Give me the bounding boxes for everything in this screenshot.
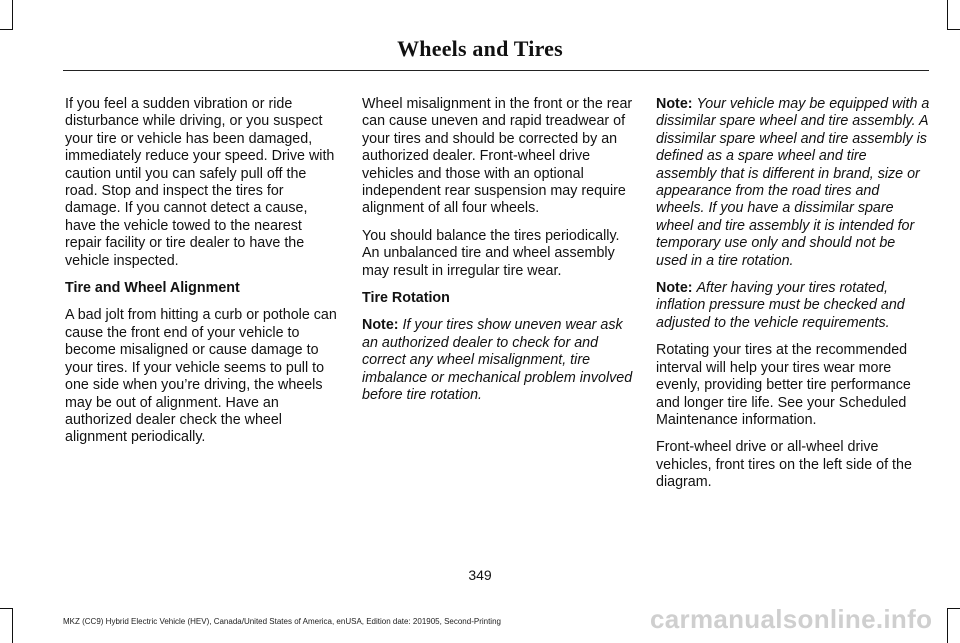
section-heading-alignment: Tire and Wheel Alignment [65,280,240,297]
crop-mark-top-right-v [947,0,948,30]
note-label: Note: [362,317,399,334]
paragraph: You should balance the tires periodically. An unbalanced tire and wheel assembly may result in irregular tire wear. [362,227,620,279]
paragraph: If you feel a sudden vibration or ride disturbance while driving, or you suspect your tire or vehicle has been damaged, immediately reduce your speed. Drive with caution until you can safely pull off the road. Stop and inspect the tires for damage. If you cannot detect a cause, have the vehicle towed to the nearest repair facility or tire dealer to have the vehicle inspected. [65,96,335,269]
crop-mark-bottom-right-v [947,608,948,643]
paragraph: Wheel misalignment in the front or the rear can cause uneven and rapid treadwear of your tires and should be corrected by an authorized dealer. Front-wheel drive vehicles and those with an optional independent rear suspension may require alignment of all four wheels. [362,96,633,217]
page-number: 349 [468,567,492,583]
crop-mark-bottom-left-v [12,608,13,643]
note-text: If your tires show uneven wear ask an authorized dealer to check for and correct any wheel misalignment, tire imbalance or mechanical problem involved before tire rotation. [362,317,633,404]
column-right [656,96,930,502]
column-middle [362,96,638,415]
crop-mark-top-right-h [947,29,960,30]
note [656,280,930,332]
note [362,317,638,404]
note-label: Note: [656,280,693,297]
crop-mark-bottom-right-h [947,608,960,609]
paragraph: A bad jolt from hitting a curb or pothole can cause the front end of your vehicle to become misaligned or cause damage to your tires. If your vehicle seems to pull to one side when you’re driving, the wheels may be out of alignment. Have an authorized dealer check the wheel alignment periodically. [65,307,337,446]
crop-mark-top-left-h [0,29,13,30]
crop-mark-top-left-v [12,0,13,30]
footer-edition-info: MKZ (CC9) Hybrid Electric Vehicle (HEV), Canada/United States of America, enUSA, Edition date: 201905, Second-Printing [63,617,501,626]
column-left [65,96,341,457]
page-title: Wheels and Tires [397,36,563,61]
paragraph: Rotating your tires at the recommended interval will help your tires wear more evenly, providing better tire performance and longer tire life. See your Scheduled Maintenance information. [656,342,911,428]
note-text: After having your tires rotated, inflation pressure must be checked and adjusted to the vehicle requirements. [656,280,905,331]
note-text: Your vehicle may be equipped with a dissimilar spare wheel and tire assembly. A dissimilar spare wheel and tire assembly is defined as a spare wheel and tire assembly that is different in brand, size or appearance from the road tires and wheels. If you have a dissimilar spare wheel and tire assembly it is intended for temporary use only and should not be used in a tire rotation. [656,96,930,269]
note [656,96,930,270]
paragraph: Front-wheel drive or all-wheel drive vehicles, front tires on the left side of the diagram. [656,439,912,491]
note-label: Note: [656,96,693,112]
crop-mark-bottom-left-h [0,608,13,609]
section-heading-rotation: Tire Rotation [362,290,450,307]
header-divider [63,70,929,71]
watermark: carmanualsonline.info [650,604,933,634]
